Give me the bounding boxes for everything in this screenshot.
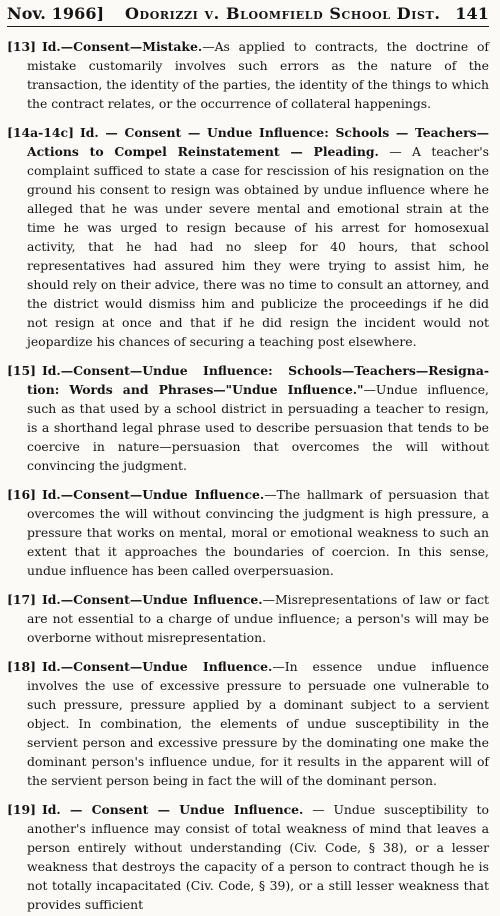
headnote-text: — A teacher's complaint sufficed to state a case for rescission of his resignation on the ground his consent to resign was obtained by undue influence where he alleged that he was under severe mental and emotional strain at the time he was urged to resign because of his arrest for homosexual activity, that he had had no sleep for 40 hours, that school representatives had assured him they were trying to assist him, he should rely on their advice, there was no time to consult an attorney, and the district would dismiss him and publicize the proceedings if he did not resign at once and that if he did resign the incident would not jeopardize his chances of securing a teaching post elsewhere. (27, 144, 489, 349)
headnote-16 (7, 485, 489, 580)
headnote-number: [17] (7, 592, 36, 607)
headnote-topic: Id. — Consent — Undue Influence: Schools — Teachers— Actions to Compel Reinstatement — Pleading. (27, 125, 489, 159)
headnote-text: —Undue influence, such as that used by a school district in persuading a teacher to resign, is a shorthand legal phrase used to describe persuasion that tends to be coercive in nature—persuasion that overcomes the will without convincing the judgment. (27, 382, 489, 473)
running-head-date: Nov. 1966] (7, 4, 105, 23)
running-head (7, 4, 489, 27)
headnote-text: —Misrepresentations of law or fact are not essential to a charge of undue influence; a person's will may be overborne without misrepresentation. (27, 592, 490, 645)
headnotes-list (7, 37, 489, 914)
headnote-topic: Id.—Consent—Undue Influence: Schools—Teachers—Resignation: Words and Phrases—"Undue Influence." (27, 363, 489, 397)
headnote-topic: Id. — Consent — Undue Influence. (41, 802, 304, 817)
headnote-text: —As applied to contracts, the doctrine of mistake customarily involves such errors as the nature of the transaction, the identity of the parties, the identity of the things to which the contract relates, or the occurrence of collateral happenings. (27, 39, 489, 111)
headnote-text: —In essence undue influence involves the use of excessive pressure to persuade one vulnerable to such pressure, pressure applied by a dominant subject to a servient object. In combination, the elements of undue susceptibility in the servient person and excessive pressure by the dominating one make the dominant person's influence undue, for it results in the apparent will of the servient person being in fact the will of the dominant person. (27, 659, 489, 788)
headnote-number: [14a-14c] (7, 125, 74, 140)
headnote-17 (7, 590, 489, 647)
headnote-topic: Id.—Consent—Undue Influence. (41, 659, 273, 674)
headnote-15 (7, 361, 489, 475)
headnote-14a-14c (7, 123, 489, 351)
headnote-18 (7, 657, 489, 790)
headnote-number: [16] (7, 487, 36, 502)
headnote-13 (7, 37, 489, 113)
headnote-number: [13] (7, 39, 36, 54)
headnote-number: [18] (7, 659, 36, 674)
headnote-number: [19] (7, 802, 36, 817)
page-number: 141 (455, 4, 489, 23)
headnote-topic: Id.—Consent—Undue Influence. (41, 592, 263, 607)
headnote-topic: Id.—Consent—Undue Influence. (41, 487, 265, 502)
headnote-19 (7, 800, 489, 914)
running-head-case-title: Odorizzi v. Bloomfield School Dist. (125, 4, 441, 23)
headnote-topic: Id.—Consent—Mistake. (41, 39, 203, 54)
headnote-text: —The hallmark of persuasion that overcomes the will without convincing the judgment is high pressure, a pressure that works on mental, moral or emotional weakness to such an extent that it approaches the boundaries of coercion. In this sense, undue influence has been called overpersuasion. (27, 487, 489, 578)
headnote-text: — Undue susceptibility to another's influence may consist of total weakness of mind that leaves a person entirely without understanding (Civ. Code, § 38), or a lesser weakness that destroys the capacity of a person to contract though he is not totally incapacitated (Civ. Code, § 39), or a still lesser weakness that provides sufficient (27, 802, 489, 912)
headnote-number: [15] (7, 363, 36, 378)
